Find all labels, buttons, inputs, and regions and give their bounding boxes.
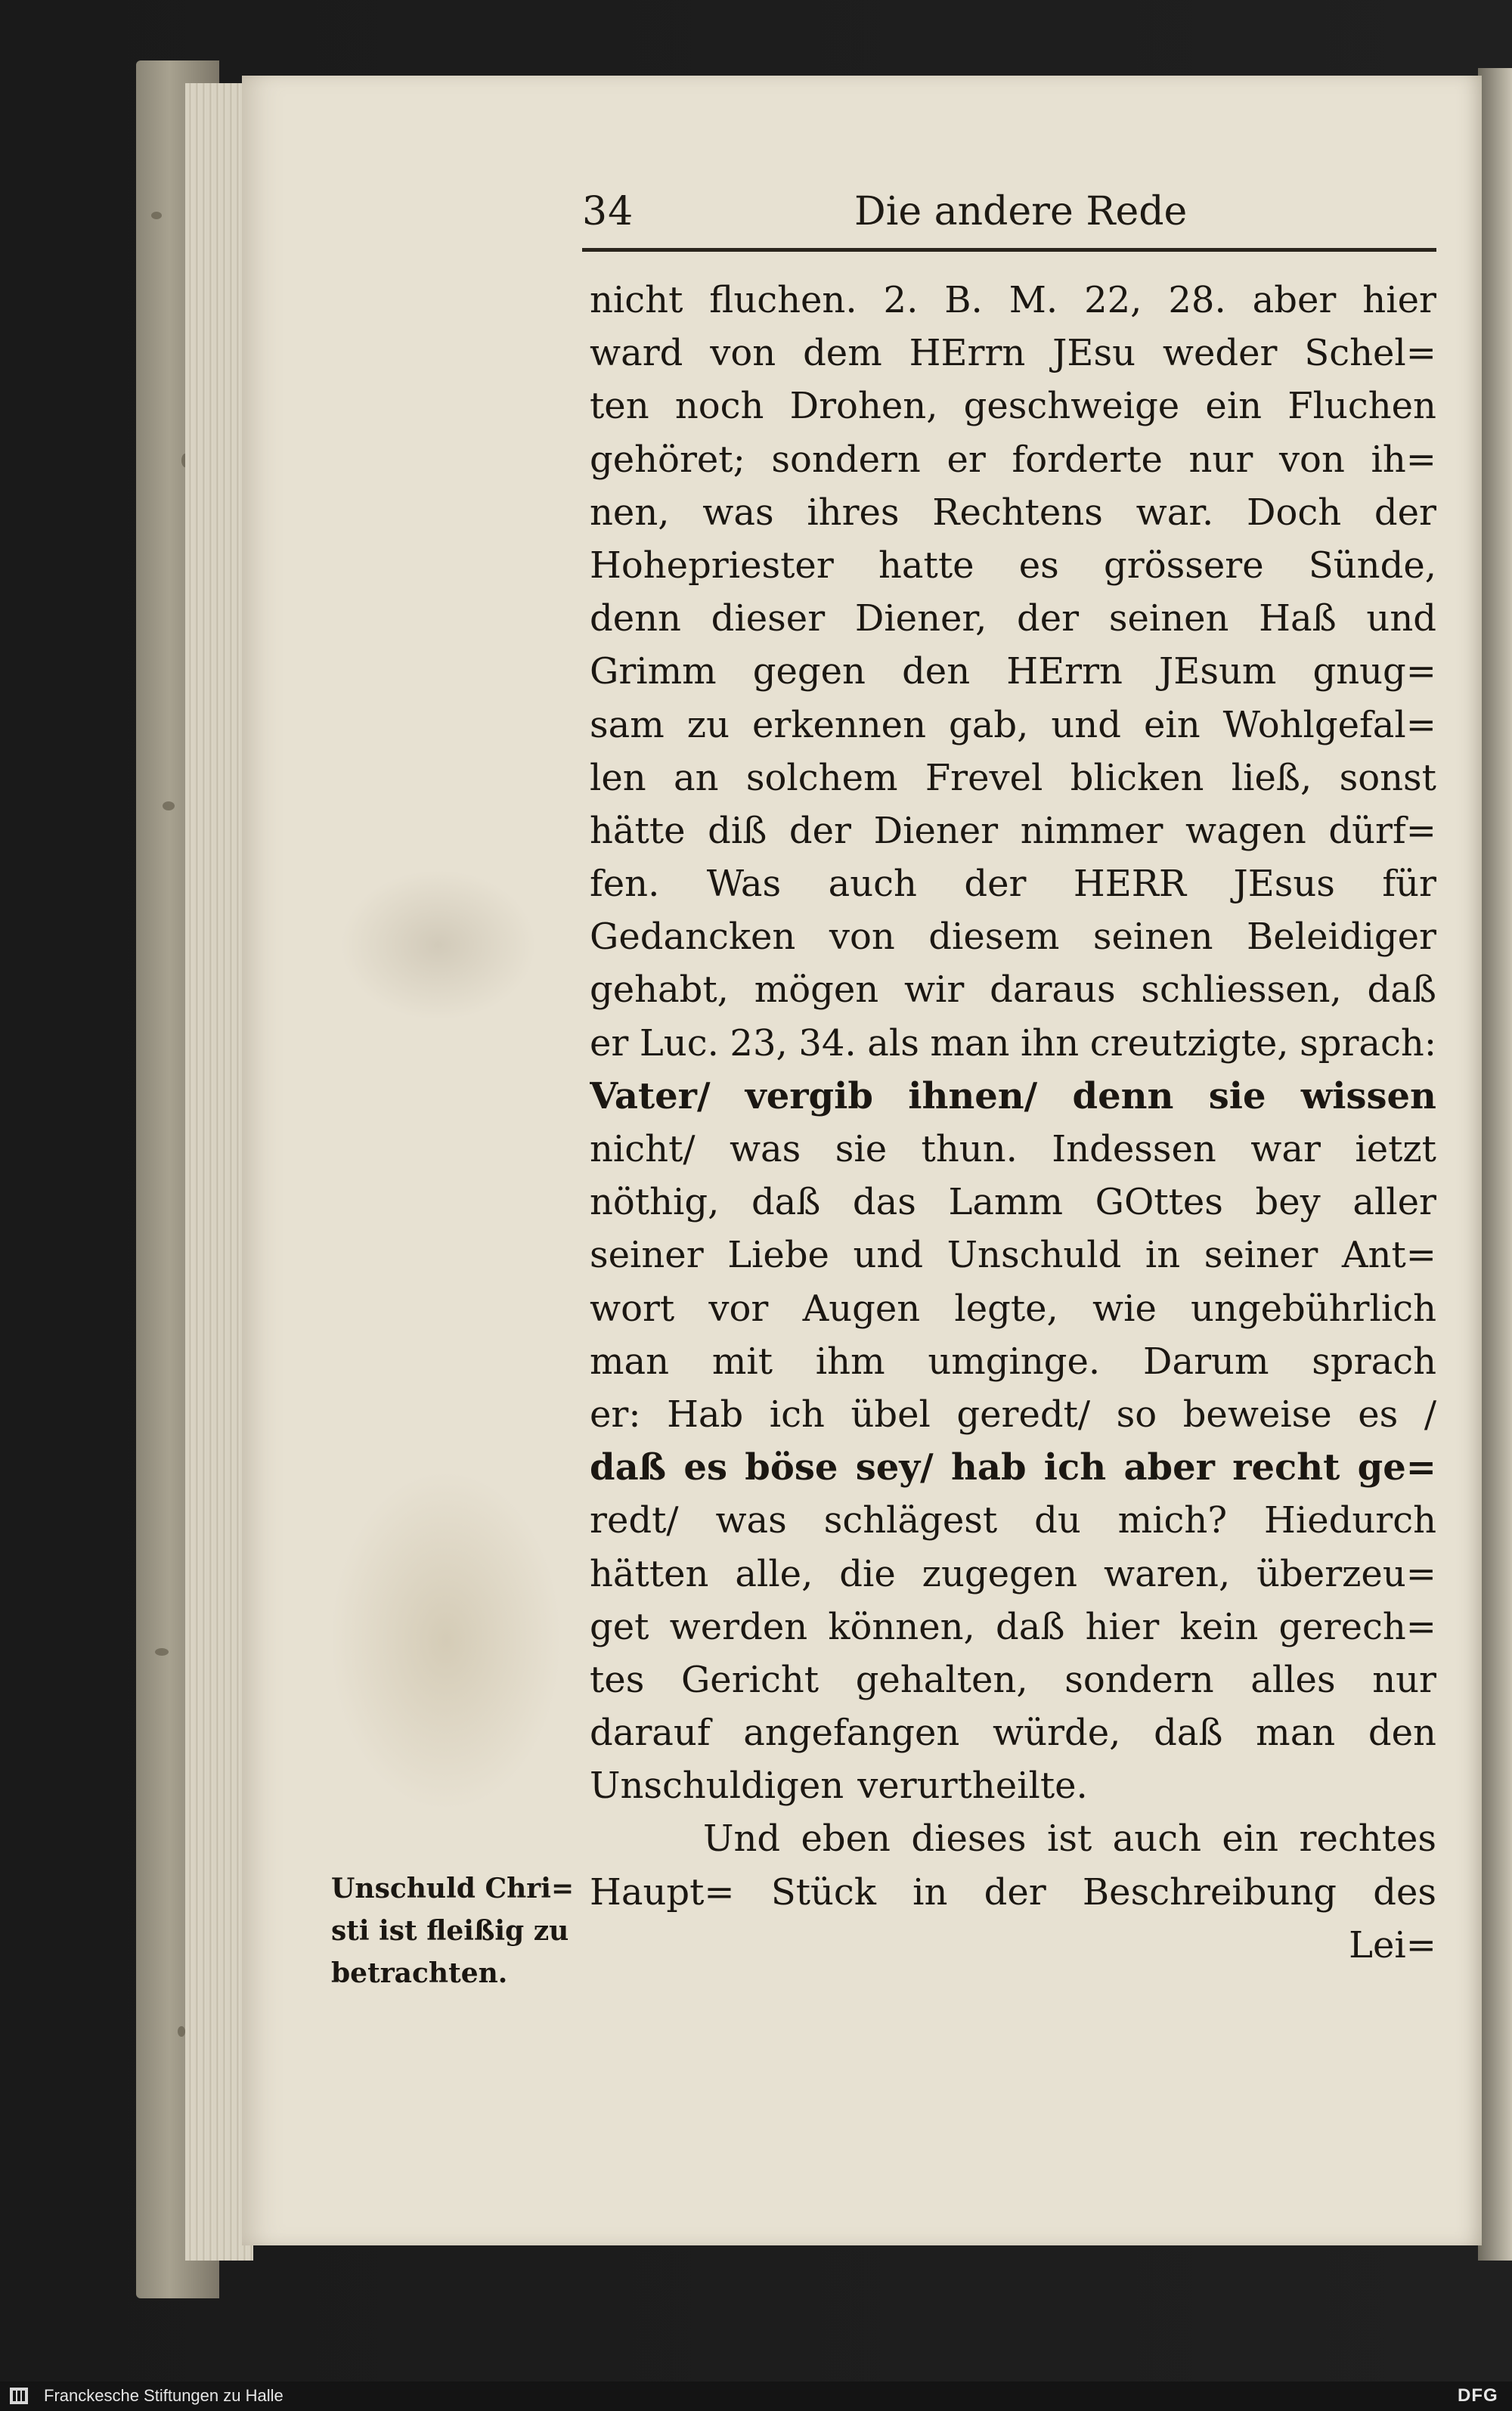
word: hätten [590, 1552, 709, 1595]
word: ih= [1371, 438, 1436, 481]
text-line [590, 1070, 1436, 1123]
word: wagen [1185, 809, 1306, 852]
word: überzeu= [1256, 1552, 1436, 1595]
word: sie [1208, 1074, 1266, 1117]
word: ge= [1357, 1446, 1436, 1489]
word: es [1018, 544, 1059, 587]
word: mich? [1117, 1499, 1228, 1542]
word: 34. [798, 1021, 857, 1064]
word: get [590, 1605, 649, 1648]
text-line [590, 1017, 1436, 1070]
word: Schel= [1304, 332, 1436, 375]
word: wort [590, 1287, 675, 1330]
word: man [1256, 1712, 1336, 1755]
word: Unschuld [947, 1234, 1122, 1277]
text-line [590, 486, 1436, 539]
text-line [590, 433, 1436, 486]
word: ihn [1021, 1021, 1080, 1064]
word: und [1051, 703, 1121, 746]
word: verurtheilte. [857, 1765, 1088, 1808]
word: gnug= [1312, 650, 1436, 693]
word: waren, [1103, 1552, 1231, 1595]
word: ein [1205, 385, 1263, 428]
word: Hohepriester [590, 544, 834, 587]
word: Ant= [1341, 1234, 1436, 1277]
word: umginge. [928, 1340, 1101, 1383]
word: hier [1362, 279, 1436, 321]
word: Wohlgefal= [1222, 703, 1436, 746]
word: den [902, 650, 971, 693]
word: rechtes [1299, 1818, 1436, 1861]
word: Stück [770, 1870, 876, 1914]
word: Rechtens [932, 491, 1103, 534]
word: von [710, 332, 776, 375]
show-through-blot [340, 869, 537, 1021]
word: sey/ [855, 1446, 934, 1489]
word: creutzigte, [1089, 1021, 1289, 1064]
word: nicht/ [590, 1128, 696, 1170]
text-line [590, 592, 1436, 645]
word: dürf= [1328, 809, 1436, 852]
word: so [1116, 1393, 1157, 1436]
word: man [930, 1021, 1010, 1064]
library-logo-icon [8, 2385, 30, 2407]
text-line [590, 752, 1436, 804]
word: ungebührlich [1191, 1287, 1436, 1330]
word: erkennen [752, 703, 926, 746]
word: die [839, 1552, 896, 1595]
word: seinen [1092, 916, 1213, 959]
word: mit [711, 1340, 773, 1383]
body-text [590, 274, 1436, 1972]
word: tes [590, 1658, 645, 1701]
word: ist [1046, 1818, 1092, 1861]
word: auch [828, 863, 917, 906]
word: Was [706, 863, 782, 906]
word: geschweige [963, 385, 1180, 428]
text-line [590, 1548, 1436, 1601]
word: nur [1188, 438, 1253, 481]
word: nur [1372, 1658, 1436, 1701]
head-rule [582, 248, 1436, 252]
word: und [853, 1234, 924, 1277]
word: redt/ [590, 1499, 679, 1542]
word: würde, [993, 1712, 1121, 1755]
text-line [590, 1335, 1436, 1388]
word: Liebe [727, 1234, 829, 1277]
word: aller [1352, 1181, 1436, 1224]
word: zugegen [922, 1552, 1078, 1595]
word: eben [801, 1818, 891, 1861]
text-line [590, 1812, 1436, 1865]
text-line [590, 1601, 1436, 1653]
word: alles [1250, 1658, 1336, 1701]
word: 23, [730, 1021, 788, 1064]
word: Grimm [590, 650, 717, 693]
word: ein [1143, 703, 1201, 746]
word: JEsum [1159, 650, 1277, 693]
running-head-title: Die andere Rede [854, 189, 1188, 234]
word: den [1368, 1712, 1436, 1755]
word: nen, [590, 491, 670, 534]
word: daß [590, 1446, 667, 1489]
word: wissen [1300, 1074, 1436, 1117]
word: seiner [1204, 1234, 1318, 1277]
word: du [1034, 1499, 1081, 1542]
word: HErrn [1006, 650, 1123, 693]
running-head [582, 189, 1436, 242]
catchword: Lei= [1349, 1923, 1436, 1966]
text-line [590, 1706, 1436, 1759]
text-line [590, 1759, 1436, 1812]
text-line [590, 1494, 1436, 1547]
word: Luc. [639, 1021, 719, 1064]
paper-stain [333, 1474, 559, 1807]
word: blicken [1070, 756, 1204, 799]
word: er [590, 1021, 629, 1064]
word: geredt/ [956, 1393, 1091, 1436]
word: der [964, 863, 1027, 906]
text-line [590, 963, 1436, 1016]
word: Sünde, [1308, 544, 1436, 587]
word: angefangen [743, 1712, 960, 1755]
word: diesem [928, 916, 1060, 959]
word: und [1366, 597, 1436, 640]
word: nöthig, [590, 1181, 720, 1224]
word: ietzt [1355, 1128, 1436, 1170]
word: Drohen, [789, 385, 938, 428]
word: solchem [745, 756, 898, 799]
word: Hab [667, 1393, 744, 1436]
word: seinen [1108, 597, 1229, 640]
word: GOttes [1095, 1181, 1223, 1224]
word: Doch [1247, 491, 1342, 534]
text-line [590, 804, 1436, 857]
word: können, [828, 1605, 975, 1648]
word: Gericht [680, 1658, 820, 1701]
word: der [1017, 597, 1080, 640]
word: schliessen, [1141, 968, 1342, 1012]
word: forderte [1012, 438, 1163, 481]
word: nimmer [1020, 809, 1163, 852]
word: Fluchen [1287, 385, 1436, 428]
word: dem [803, 332, 882, 375]
word: thun. [921, 1128, 1018, 1170]
word: es [1358, 1393, 1399, 1436]
word: denn [1072, 1074, 1174, 1117]
word: kein [1179, 1605, 1259, 1648]
word: war. [1136, 491, 1214, 534]
word: gehöret; [590, 438, 745, 481]
word: böse [745, 1446, 838, 1489]
word: dieses [911, 1818, 1027, 1861]
word: denn [590, 597, 681, 640]
word: hab [950, 1446, 1027, 1489]
word: diß [708, 809, 767, 852]
word: fluchen. [709, 279, 857, 321]
word: sonst [1339, 756, 1436, 799]
word: daß [1367, 968, 1436, 1012]
word: für [1382, 863, 1436, 906]
footer-library-name: Franckesche Stiftungen zu Halle [44, 2386, 284, 2405]
word: JEsus [1233, 863, 1335, 906]
word: gehabt, [590, 968, 729, 1012]
word: 2. [883, 279, 919, 321]
text-line [590, 857, 1436, 910]
word: seiner [590, 1234, 704, 1277]
word: an [674, 756, 719, 799]
word: der [984, 1870, 1046, 1914]
word: len [590, 756, 646, 799]
word: daß [751, 1181, 821, 1224]
word: dieser [711, 597, 826, 640]
word: was [715, 1499, 787, 1542]
word: es [683, 1446, 727, 1489]
marginal-note-line: sti ist fleißig zu [331, 1915, 569, 1947]
catchword-line [590, 1919, 1436, 1972]
text-line [590, 1123, 1436, 1176]
word: der [1374, 491, 1436, 534]
word: daß [1154, 1712, 1223, 1755]
word: Unschuldigen [590, 1765, 844, 1808]
word: gegen [752, 650, 866, 693]
word: alle, [735, 1552, 813, 1595]
word: grössere [1104, 544, 1264, 587]
text-line [590, 910, 1436, 963]
word: nicht [590, 279, 683, 321]
footer-dfg-logo: DFG [1458, 2385, 1498, 2406]
word: ihm [815, 1340, 885, 1383]
word: B. [944, 279, 983, 321]
word: legte, [954, 1287, 1058, 1330]
word: werden [669, 1605, 808, 1648]
word: zu [686, 703, 730, 746]
word: Vater/ [590, 1074, 711, 1117]
word: HERR [1073, 863, 1187, 906]
word: sondern [771, 438, 921, 481]
text-line [590, 699, 1436, 752]
text-line [590, 539, 1436, 592]
word: wie [1092, 1287, 1157, 1330]
word: war [1250, 1128, 1321, 1170]
text-line [590, 380, 1436, 432]
marginal-note [331, 1867, 581, 1994]
word: Diener [873, 809, 999, 852]
word: daß [996, 1605, 1065, 1648]
word: vor [708, 1287, 769, 1330]
marginal-note-line: Unschuld Chri= [331, 1873, 575, 1904]
word: ten [590, 385, 649, 428]
word: gerech= [1278, 1605, 1436, 1648]
word: bey [1255, 1181, 1321, 1224]
word: von [1278, 438, 1345, 481]
word: Augen [802, 1287, 921, 1330]
word: ich [1043, 1446, 1107, 1489]
word: weder [1162, 332, 1278, 375]
word: 28. [1168, 279, 1226, 321]
word: ein [1222, 1818, 1279, 1861]
word: aber [1252, 279, 1337, 321]
word: sprach: [1300, 1021, 1436, 1064]
text-line [590, 274, 1436, 327]
word: sprach [1312, 1340, 1436, 1383]
word: wir [903, 968, 965, 1012]
word: vergib [745, 1074, 873, 1117]
word: Lamm [948, 1181, 1064, 1224]
word: sondern [1064, 1658, 1214, 1701]
word: fen. [590, 863, 660, 906]
word: beweise [1182, 1393, 1332, 1436]
word: auch [1112, 1818, 1201, 1861]
word: JEsu [1052, 332, 1136, 375]
marginal-note-line: betrachten. [331, 1957, 508, 1989]
text-line [590, 1388, 1436, 1441]
word: Haupt= [590, 1870, 735, 1914]
word: was [702, 491, 774, 534]
word: sam [590, 703, 665, 746]
word: Hiedurch [1264, 1499, 1436, 1542]
word: ich [769, 1393, 825, 1436]
word: hier [1085, 1605, 1160, 1648]
word: was [729, 1128, 801, 1170]
text-line [590, 645, 1436, 698]
word: schlägest [823, 1499, 998, 1542]
word: noch [674, 385, 764, 428]
word: hätte [590, 809, 686, 852]
word: ließ, [1231, 756, 1312, 799]
word: ihres [807, 491, 900, 534]
facing-page-edge [1478, 68, 1512, 2261]
text-line [590, 327, 1436, 380]
word: der [789, 809, 851, 852]
word: gehalten, [855, 1658, 1028, 1701]
word: recht [1232, 1446, 1340, 1489]
word: Indessen [1052, 1128, 1216, 1170]
text-line [590, 1866, 1436, 1919]
word: ward [590, 332, 683, 375]
word: man [590, 1340, 670, 1383]
word: Darum [1142, 1340, 1269, 1383]
word: sie [835, 1128, 888, 1170]
word: er [947, 438, 986, 481]
word: / [1424, 1393, 1436, 1436]
page-number: 34 [582, 189, 634, 234]
word: Und [703, 1818, 781, 1861]
word: aber [1123, 1446, 1215, 1489]
word: von [829, 916, 895, 959]
word: darauf [590, 1712, 711, 1755]
word: hatte [878, 544, 974, 587]
text-line [590, 1282, 1436, 1335]
word: in [912, 1870, 948, 1914]
word: gab, [949, 703, 1029, 746]
word: daraus [990, 968, 1116, 1012]
text-line [590, 1176, 1436, 1229]
text-line [590, 1653, 1436, 1706]
word: M. [1009, 279, 1058, 321]
word: als [867, 1021, 919, 1064]
word: des [1373, 1870, 1436, 1914]
word: Beleidiger [1247, 916, 1436, 959]
word: Haß [1259, 597, 1337, 640]
word: übel [850, 1393, 931, 1436]
word: ihnen/ [908, 1074, 1038, 1117]
word: Frevel [925, 756, 1043, 799]
word: Beschreibung [1082, 1870, 1337, 1914]
word: HErrn [909, 332, 1026, 375]
word: Diener, [854, 597, 987, 640]
word: er: [590, 1393, 641, 1436]
text-line [590, 1229, 1436, 1281]
word: Gedancken [590, 916, 796, 959]
word: in [1145, 1234, 1181, 1277]
text-line [590, 1441, 1436, 1494]
word: mögen [754, 968, 879, 1012]
word: das [852, 1181, 916, 1224]
word: 22, [1084, 279, 1142, 321]
